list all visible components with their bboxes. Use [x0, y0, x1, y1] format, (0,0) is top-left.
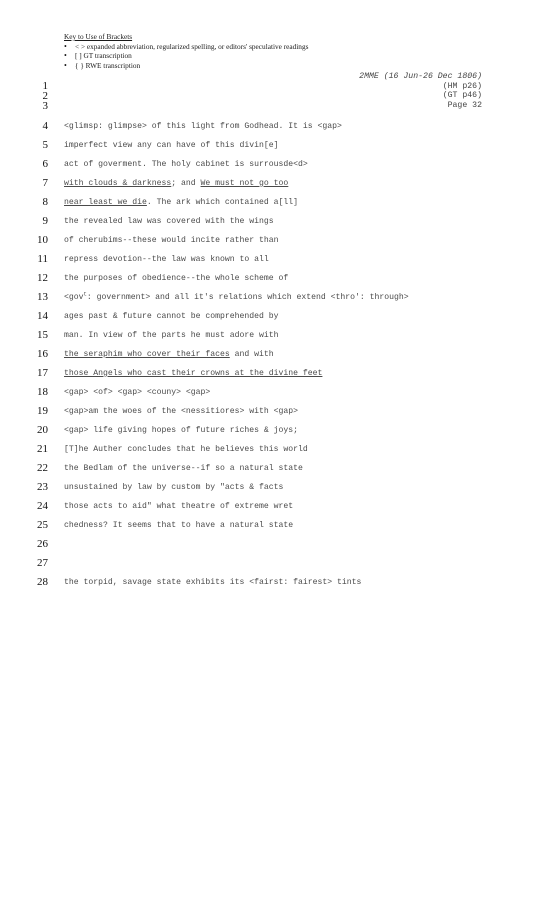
transcript-line: the torpid, savage state exhibits its <fairst: fairest> tints [64, 578, 362, 587]
line-number: 1 [42, 80, 48, 92]
key-item-curly: • { } RWE transcription [64, 61, 308, 71]
transcript-line: those acts to aid" what theatre of extreme wret [64, 502, 294, 511]
line-number: 23 [37, 481, 48, 493]
line-number: 15 [37, 329, 48, 341]
line-number: 20 [37, 424, 48, 436]
line-number: 11 [37, 253, 48, 265]
text-segment: and with [229, 350, 274, 359]
text-segment: : government> and all it's relations which extend <thro': through> [86, 293, 409, 302]
key-item-square: • [ ] GT transcription [64, 51, 308, 61]
line-number: 4 [42, 120, 48, 132]
transcript-line [64, 179, 288, 189]
line-number: 14 [37, 310, 48, 322]
transcript-line: man. In view of the parts he must adore with [64, 331, 279, 340]
transcript-line: chedness? It seems that to have a natural state [64, 521, 294, 530]
line-number: 17 [37, 367, 48, 379]
line-number: 6 [42, 158, 48, 170]
transcript-line [64, 198, 298, 208]
line-number: 3 [42, 100, 48, 112]
line-number: 28 [37, 576, 48, 588]
line-number: 22 [37, 462, 48, 474]
page-header [359, 72, 482, 110]
line-number: 9 [42, 215, 48, 227]
line-number: 2 [42, 90, 48, 102]
hm-page: (HM p26) [442, 81, 482, 91]
transcript-line: <glimsp: glimpse> of this light from Godhead. It is <gap> [64, 122, 342, 131]
transcript-line: <gap>am the woes of the <nessitiores> with <gap> [64, 407, 299, 416]
underlined-text: with clouds & darkness [64, 179, 172, 188]
transcript-line: ages past & future cannot be comprehended by [64, 312, 279, 321]
key-item-angle: • < > expanded abbreviation, regularized spelling, or editors' speculative readings [64, 42, 308, 52]
underlined-text: the seraphim who cover their faces [64, 350, 230, 359]
key-list [64, 42, 308, 71]
text-segment: <gov [64, 293, 84, 302]
manuscript-id: 2MME (16 Jun-26 Dec 1806) [359, 72, 482, 81]
line-number: 18 [37, 386, 48, 398]
line-number: 12 [37, 272, 48, 284]
bracket-key [64, 32, 308, 70]
line-number: 25 [37, 519, 48, 531]
transcript-line: imperfect view any can have of this divin[e] [64, 141, 279, 150]
key-title: Key to Use of Brackets [64, 32, 133, 41]
line-number: 5 [42, 139, 48, 151]
transcript-line: act of goverment. The holy cabinet is surrousde<d> [64, 160, 308, 169]
line-number: 7 [42, 177, 48, 189]
line-number: 26 [37, 538, 48, 550]
text-segment: . The ark which contained a[ll] [146, 198, 299, 207]
transcript-line [64, 290, 409, 303]
transcript-line: the Bedlam of the universe--if so a natural state [64, 464, 303, 473]
gt-page: (GT p46) [442, 91, 482, 101]
transcript-line: the revealed law was covered with the wings [64, 217, 274, 226]
underlined-text: near least we die [64, 198, 147, 207]
underlined-text: those Angels who cast their crowns at the divine feet [64, 369, 323, 378]
underlined-text: We must not go too [200, 179, 289, 188]
transcript-line: unsustained by law by custom by "acts & facts [64, 483, 284, 492]
transcript-line: <gap> life giving hopes of future riches & joys; [64, 426, 299, 435]
transcript-line [64, 350, 274, 360]
transcript-line [64, 369, 322, 379]
line-number: 19 [37, 405, 48, 417]
page-number: Page 32 [447, 100, 482, 110]
line-number: 8 [42, 196, 48, 208]
transcript-line: <gap> <of> <gap> <couny> <gap> [64, 388, 211, 397]
text-segment: ; and [171, 179, 201, 188]
line-number: 21 [37, 443, 48, 455]
superscript: t [83, 290, 87, 298]
line-number: 24 [37, 500, 48, 512]
transcript-line: [T]he Auther concludes that he believes this world [64, 445, 308, 454]
transcript-line: of cherubims--these would incite rather than [64, 236, 279, 245]
line-number: 13 [37, 291, 48, 303]
transcript-line: the purposes of obedience--the whole scheme of [64, 274, 289, 283]
line-number: 10 [37, 234, 48, 246]
line-number: 27 [37, 557, 48, 569]
line-number: 16 [37, 348, 48, 360]
transcript-line: repress devotion--the law was known to all [64, 255, 269, 264]
